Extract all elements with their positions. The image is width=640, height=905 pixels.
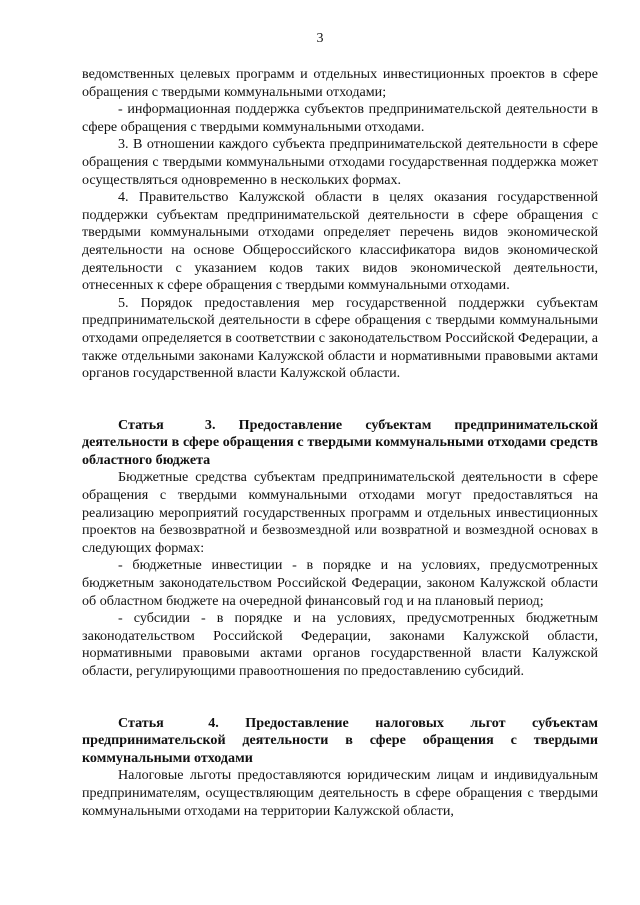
paragraph-info-support: - информационная поддержка субъектов предпринимательской деятельности в сфере обращения с твердыми коммунальными отходами. bbox=[82, 101, 598, 135]
article-4-heading bbox=[82, 715, 598, 768]
paragraph-item-5: 5. Порядок предоставления мер государственной поддержки субъектам предпринимательской деятельности в сфере обращения с твердыми коммунальными отходами определяется в соответствии с законодательством Российской Федерации, а также отдельными законами Калужской области и нормативными правовыми актами органов государственной власти Калужской области. bbox=[82, 294, 598, 382]
paragraph-item-4: 4. Правительство Калужской области в целях оказания государственной поддержки субъектам предпринимательской деятельности в сфере обращения с твердыми коммунальными отходами определяет перечень видов экономической деятельности на основе Общероссийского классификатора видов экономической деятельности с указанием кодов таких видов экономической деятельности, отнесенных к сфере обращения с твердыми коммунальными отходами. bbox=[82, 189, 598, 294]
article-3-paragraph-3: - субсидии - в порядке и на условиях, предусмотренных бюджетным законодательством Российской Федерации, законами Калужской области, нормативными правовыми актами органов государственной власти Калужской области, регулирующими правоотношения по предоставлению субсидий. bbox=[82, 610, 598, 679]
article-3-paragraph-1: Бюджетные средства субъектам предпринимательской деятельности в сфере обращения с твердыми коммунальными отходами могут предоставляться на реализацию мероприятий государственных программ и отдельных инвестиционных проектов на безвозвратной и безвозмездной или возвратной и возмездной основах в следующих формах: bbox=[82, 469, 598, 556]
section-gap bbox=[82, 383, 598, 417]
paragraph-continued: ведомственных целевых программ и отдельных инвестиционных проектов в сфере обращения с твердыми коммунальными отходами; bbox=[82, 66, 598, 100]
article-3-paragraph-2: - бюджетные инвестиции - в порядке и на условиях, предусмотренных бюджетным законодательством Российской Федерации, законом Калужской области об областном бюджете на очередной финансовый год и на плановый период; bbox=[82, 557, 598, 609]
article-3-heading bbox=[82, 417, 598, 470]
article-3-label: Статья 3. bbox=[118, 416, 216, 433]
article-4-label: Статья 4. bbox=[118, 714, 219, 731]
document-body bbox=[82, 66, 598, 820]
section-gap bbox=[82, 681, 598, 715]
article-3-title: Предоставление субъектам предпринимательской деятельности в сфере обращения с твердыми коммунальными отходами средств областного бюджета bbox=[82, 416, 598, 468]
article-4-paragraph-1: Налоговые льготы предоставляются юридическим лицам и индивидуальным предпринимателям, осуществляющим деятельность в сфере обращения с твердыми коммунальными отходами на территории Калужской области, bbox=[82, 767, 598, 819]
paragraph-item-3: 3. В отношении каждого субъекта предпринимательской деятельности в сфере обращения с твердыми коммунальными отходами государственная поддержка может осуществляться одновременно в нескольких формах. bbox=[82, 136, 598, 188]
page-number: 3 bbox=[316, 31, 324, 46]
article-4-title: Предоставление налоговых льгот субъектам предпринимательской деятельности в сфере обращения с твердыми коммунальными отходами bbox=[82, 714, 598, 766]
